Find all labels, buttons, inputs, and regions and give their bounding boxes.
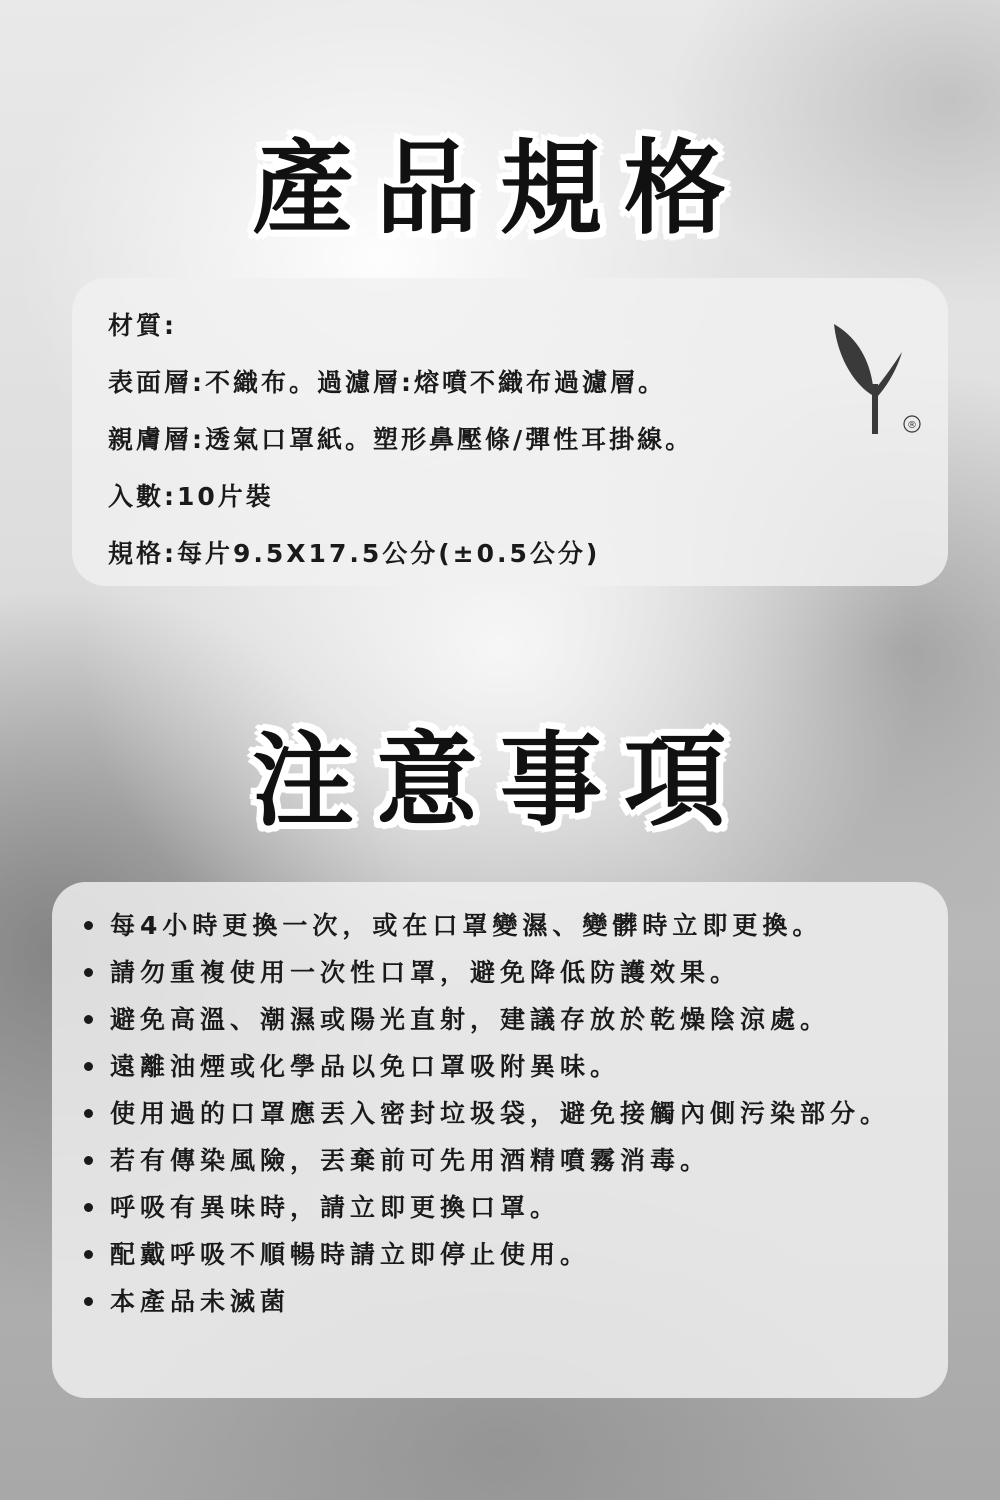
spec-quantity: 入數:10片裝 [108, 482, 274, 511]
notice-card [52, 882, 948, 1398]
notice-item: 配戴呼吸不順暢時請立即停止使用。 [78, 1231, 918, 1278]
registered-mark: ® [907, 420, 917, 431]
spec-lines [108, 304, 693, 589]
notice-item: 避免高溫、潮濕或陽光直射，建議存放於乾燥陰涼處。 [78, 996, 918, 1043]
notice-item: 使用過的口罩應丟入密封垃圾袋，避免接觸內側污染部分。 [78, 1090, 918, 1137]
notice-item: 本產品未滅菌 [78, 1278, 918, 1325]
notice-item: 遠離油煙或化學品以免口罩吸附異味。 [78, 1043, 918, 1090]
spec-material-label: 材質: [108, 311, 177, 340]
notice-item: 呼吸有異味時，請立即更換口罩。 [78, 1184, 918, 1231]
spec-skin-layer: 親膚層:透氣口罩紙。塑形鼻壓條/彈性耳掛線。 [108, 425, 694, 454]
spec-material-layers: 表面層:不織布。過濾層:熔噴不織布過濾層。 [108, 368, 666, 397]
spec-heading: 產品規格 [252, 130, 748, 249]
notice-item: 請勿重複使用一次性口罩，避免降低防護效果。 [78, 949, 918, 996]
spec-card [72, 278, 948, 586]
brand-logo-icon [824, 318, 924, 438]
spec-size: 規格:每片9.5X17.5公分(±0.5公分) [108, 539, 601, 568]
notice-item: 每4小時更換一次，或在口罩變濕、變髒時立即更換。 [78, 902, 918, 949]
notice-heading: 注意事項 [252, 722, 748, 841]
notice-list [78, 902, 918, 1325]
notice-item: 若有傳染風險，丟棄前可先用酒精噴霧消毒。 [78, 1137, 918, 1184]
